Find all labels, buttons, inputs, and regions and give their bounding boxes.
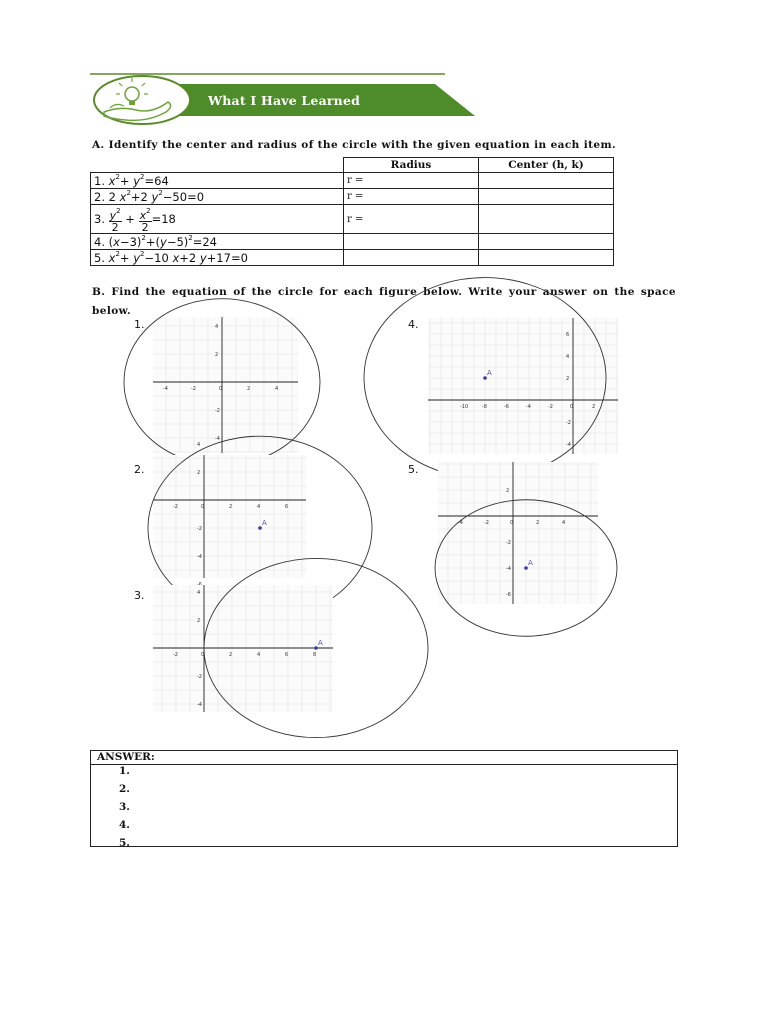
x-tick-label: -10 bbox=[460, 404, 469, 410]
grid-background bbox=[153, 585, 333, 712]
x-tick-label: 2 bbox=[536, 520, 540, 526]
point-label: A bbox=[262, 519, 267, 527]
y-tick-label: -2 bbox=[197, 526, 202, 532]
x-tick-label: -2 bbox=[484, 520, 489, 526]
answer-label: ANSWER: bbox=[97, 751, 155, 763]
center-cell[interactable] bbox=[479, 250, 614, 266]
grid-background bbox=[428, 318, 618, 454]
figure-3-label: 3. bbox=[134, 589, 145, 602]
x-tick-label: -4 bbox=[163, 386, 168, 392]
equation-cell: 2. 2 $x^2+2$ $y^2-50=0$ bbox=[91, 189, 344, 205]
center-cell[interactable] bbox=[479, 205, 614, 234]
y-tick-label: 2 bbox=[197, 618, 201, 624]
col-center: Center (h, k) bbox=[479, 158, 614, 173]
center-cell[interactable] bbox=[479, 189, 614, 205]
figure-4-label: 4. bbox=[408, 318, 419, 331]
x-tick-label: 0 bbox=[219, 386, 223, 392]
y-tick-label: 4 bbox=[197, 590, 201, 596]
answer-item-5[interactable]: 5. bbox=[119, 837, 130, 849]
y-tick-label: -4 bbox=[566, 442, 571, 448]
x-tick-label: 0 bbox=[510, 520, 514, 526]
answer-item-4[interactable]: 4. bbox=[119, 819, 130, 831]
figure-2-graph bbox=[153, 442, 306, 578]
x-tick-label: 0 bbox=[570, 404, 574, 410]
answer-box bbox=[90, 750, 678, 847]
table-header-row bbox=[91, 158, 614, 173]
table-row bbox=[91, 205, 614, 234]
x-tick-label: -2 bbox=[173, 652, 178, 658]
y-tick-label: 4 bbox=[215, 324, 219, 330]
x-tick-label: -6 bbox=[504, 404, 509, 410]
x-tick-label: 2 bbox=[229, 652, 233, 658]
y-tick-label: 2 bbox=[566, 376, 570, 382]
x-tick-label: 6 bbox=[285, 652, 289, 658]
point-label: A bbox=[318, 639, 323, 647]
figure-1-graph bbox=[153, 317, 298, 453]
figure-3-graph bbox=[153, 585, 333, 712]
equation-cell: 4. $(x-3)^2+(y-5)^2=24$ bbox=[91, 234, 344, 250]
x-tick-label: 4 bbox=[275, 386, 279, 392]
x-tick-label: -2 bbox=[191, 386, 196, 392]
y-tick-label: 6 bbox=[566, 332, 570, 338]
grid-background bbox=[153, 317, 298, 453]
x-tick-label: 2 bbox=[592, 404, 596, 410]
answer-header bbox=[91, 751, 677, 765]
x-tick-label: 0 bbox=[201, 504, 205, 510]
x-tick-label: 6 bbox=[285, 504, 289, 510]
radius-cell[interactable]: r = bbox=[344, 189, 479, 205]
y-tick-label: 2 bbox=[215, 352, 219, 358]
figure-2-label: 2. bbox=[134, 463, 145, 476]
radius-cell[interactable] bbox=[344, 234, 479, 250]
grid-background bbox=[438, 462, 598, 604]
x-tick-label: -8 bbox=[482, 404, 487, 410]
table-row bbox=[91, 250, 614, 266]
figure-5-label: 5. bbox=[408, 463, 419, 476]
y-tick-label: 2 bbox=[506, 488, 510, 494]
radius-cell[interactable] bbox=[344, 250, 479, 266]
x-tick-label: 8 bbox=[313, 652, 317, 658]
section-b-instruction: B. Find the equation of the circle for each figure below. Write your answer on the space below. bbox=[92, 286, 676, 317]
table-row bbox=[91, 173, 614, 189]
x-tick-label: -4 bbox=[526, 404, 531, 410]
table-row bbox=[91, 234, 614, 250]
x-tick-label: 0 bbox=[201, 652, 205, 658]
figure-4-graph bbox=[428, 318, 618, 454]
equation-cell: 5. $x^2+ y^2-10$ x+2 y+17=0 bbox=[91, 250, 344, 266]
y-tick-label: -4 bbox=[197, 554, 202, 560]
answer-item-3[interactable]: 3. bbox=[119, 801, 130, 813]
answer-item-1[interactable]: 1. bbox=[119, 765, 130, 777]
answer-item-2[interactable]: 2. bbox=[119, 783, 130, 795]
section-a-instruction: A. Identify the center and radius of the circle with the given equation in each item. bbox=[92, 139, 617, 151]
banner-title: What I Have Learned bbox=[208, 93, 361, 108]
circle-table bbox=[90, 157, 614, 266]
radius-cell[interactable]: r = bbox=[344, 173, 479, 189]
x-tick-label: 2 bbox=[229, 504, 233, 510]
y-tick-label: -4 bbox=[215, 436, 220, 442]
y-tick-label: 4 bbox=[566, 354, 570, 360]
y-tick-label: 2 bbox=[197, 470, 201, 476]
figure-1-label: 1. bbox=[134, 318, 145, 331]
y-tick-label: -2 bbox=[506, 540, 511, 546]
y-tick-label: -4 bbox=[197, 702, 202, 708]
x-tick-label: 2 bbox=[247, 386, 251, 392]
x-tick-label: -2 bbox=[548, 404, 553, 410]
y-tick-label: -2 bbox=[215, 408, 220, 414]
y-tick-label: -2 bbox=[197, 674, 202, 680]
x-tick-label: -2 bbox=[173, 504, 178, 510]
x-tick-label: 4 bbox=[562, 520, 566, 526]
center-cell[interactable] bbox=[479, 234, 614, 250]
x-tick-label: -4 bbox=[458, 520, 463, 526]
y-tick-label: -6 bbox=[506, 592, 511, 598]
point-label: A bbox=[487, 369, 492, 377]
y-tick-label: -2 bbox=[566, 420, 571, 426]
radius-cell[interactable]: r = bbox=[344, 205, 479, 234]
point-label: A bbox=[528, 559, 533, 567]
x-tick-label: 4 bbox=[257, 652, 261, 658]
equation-cell: 3. $\frac{y^2}{2}$ + $\frac{x^2}{2}$ =18 bbox=[91, 205, 344, 234]
center-cell[interactable] bbox=[479, 173, 614, 189]
col-radius: Radius bbox=[344, 158, 479, 173]
y-tick-label: 4 bbox=[197, 442, 201, 448]
equation-cell: 1. $x^2+ y^2=64$ bbox=[91, 173, 344, 189]
table-row bbox=[91, 189, 614, 205]
figure-5-graph bbox=[438, 462, 598, 604]
x-tick-label: 4 bbox=[257, 504, 261, 510]
y-tick-label: -4 bbox=[506, 566, 511, 572]
